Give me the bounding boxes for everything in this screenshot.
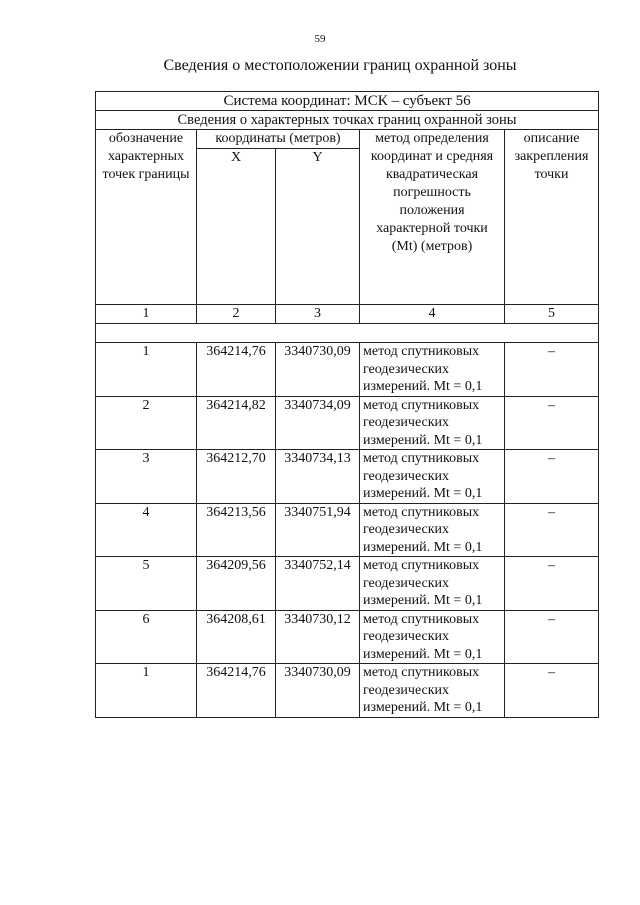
point-cell: 2 <box>96 396 197 450</box>
method-cell: метод спутниковых геодезических измерений. Mt = 0,1 <box>360 664 505 718</box>
point-cell: 1 <box>96 664 197 718</box>
y-cell: 3340734,13 <box>276 450 360 504</box>
method-cell: метод спутниковых геодезических измерений. Mt = 0,1 <box>360 557 505 611</box>
header-x: X <box>197 149 276 305</box>
point-cell: 1 <box>96 343 197 397</box>
description-cell: – <box>505 396 599 450</box>
x-cell: 364214,76 <box>197 343 276 397</box>
description-cell: – <box>505 503 599 557</box>
x-cell: 364212,70 <box>197 450 276 504</box>
column-number: 3 <box>276 305 360 324</box>
header-y: Y <box>276 149 360 305</box>
method-cell: метод спутниковых геодезических измерений. Mt = 0,1 <box>360 396 505 450</box>
header-coordinates: координаты (метров) <box>197 130 360 149</box>
x-cell: 364214,82 <box>197 396 276 450</box>
header-row <box>96 130 599 149</box>
description-cell: – <box>505 664 599 718</box>
y-cell: 3340734,09 <box>276 396 360 450</box>
header-description: описание закрепления точки <box>505 130 599 305</box>
method-cell: метод спутниковых геодезических измерений. Mt = 0,1 <box>360 450 505 504</box>
description-cell: – <box>505 557 599 611</box>
x-cell: 364209,56 <box>197 557 276 611</box>
header-designation: обозначение характерных точек границы <box>96 130 197 305</box>
table-row <box>96 503 599 557</box>
table-row <box>96 343 599 397</box>
x-cell: 364208,61 <box>197 610 276 664</box>
column-number: 1 <box>96 305 197 324</box>
coordinate-system-label: Система координат: МСК – субъект 56 <box>96 92 599 111</box>
header-method: метод определения координат и средняя квадратическая погрешность положения характерной точки (Mt) (метров) <box>360 130 505 305</box>
description-cell: – <box>505 343 599 397</box>
coordinate-system-row <box>96 92 599 111</box>
table-row <box>96 557 599 611</box>
document-title: Сведения о местоположении границ охранной зоны <box>163 57 517 74</box>
point-cell: 4 <box>96 503 197 557</box>
table-row <box>96 664 599 718</box>
method-cell: метод спутниковых геодезических измерений. Mt = 0,1 <box>360 343 505 397</box>
section-title: Сведения о характерных точках границ охранной зоны <box>96 111 599 130</box>
point-cell: 3 <box>96 450 197 504</box>
coordinates-table <box>95 91 599 718</box>
page-number: 59 <box>314 33 326 45</box>
column-number: 5 <box>505 305 599 324</box>
table-row <box>96 450 599 504</box>
y-cell: 3340730,12 <box>276 610 360 664</box>
y-cell: 3340751,94 <box>276 503 360 557</box>
blank-row <box>96 324 599 343</box>
point-cell: 6 <box>96 610 197 664</box>
blank-cell <box>96 324 599 343</box>
column-numbers-row <box>96 305 599 324</box>
column-number: 2 <box>197 305 276 324</box>
table-row <box>96 396 599 450</box>
method-cell: метод спутниковых геодезических измерений. Mt = 0,1 <box>360 503 505 557</box>
description-cell: – <box>505 450 599 504</box>
y-cell: 3340730,09 <box>276 664 360 718</box>
section-title-row <box>96 111 599 130</box>
point-cell: 5 <box>96 557 197 611</box>
column-number: 4 <box>360 305 505 324</box>
description-cell: – <box>505 610 599 664</box>
y-cell: 3340752,14 <box>276 557 360 611</box>
method-cell: метод спутниковых геодезических измерений. Mt = 0,1 <box>360 610 505 664</box>
y-cell: 3340730,09 <box>276 343 360 397</box>
x-cell: 364214,76 <box>197 664 276 718</box>
table-row <box>96 610 599 664</box>
x-cell: 364213,56 <box>197 503 276 557</box>
